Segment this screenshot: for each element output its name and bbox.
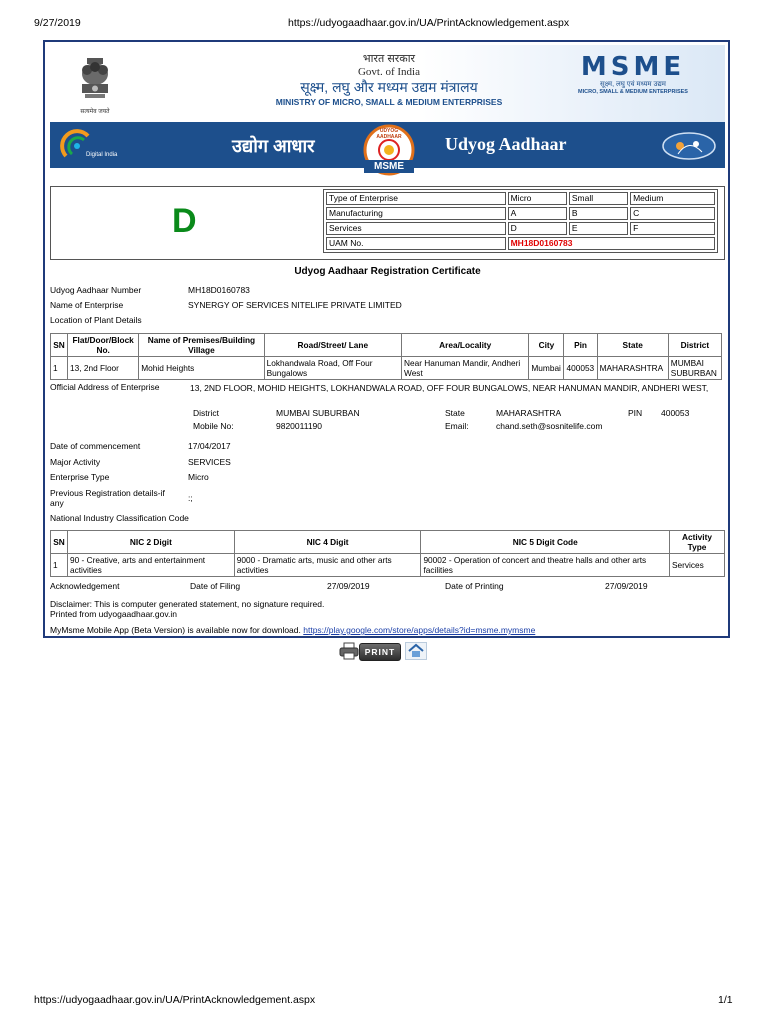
plant-cell: Near Hanuman Mandir, Andheri West	[402, 357, 529, 380]
nic-header: NIC 2 Digit	[67, 531, 234, 554]
email-label: Email:	[445, 421, 469, 431]
printing-date-label: Date of Printing	[445, 581, 504, 591]
enterprise-name-label: Name of Enterprise	[50, 300, 124, 310]
page-count: 1/1	[718, 994, 733, 1006]
nic-header: Activity Type	[670, 531, 725, 554]
nic-header: NIC 4 Digit	[234, 531, 421, 554]
hindi-govt: भारत सरकार	[362, 53, 416, 65]
plant-cell: 1	[51, 357, 68, 380]
official-address-label: Official Address of Enterprise	[50, 382, 160, 392]
major-activity-label: Major Activity	[50, 457, 101, 467]
filing-date-value: 27/09/2019	[327, 581, 370, 591]
type-cell: C	[630, 207, 715, 220]
udyog-aadhaar-badge	[354, 124, 424, 176]
type-header-label: Type of Enterprise	[326, 192, 506, 205]
type-cell: E	[569, 222, 628, 235]
enterprise-type-table	[323, 189, 718, 253]
nic-cell: 90002 - Operation of concert and theatre halls and other arts facilities	[421, 554, 670, 577]
ministry-name: MINISTRY OF MICRO, SMALL & MEDIUM ENTERPRISES	[275, 97, 503, 107]
plant-header: State	[597, 334, 668, 357]
certificate-title: Udyog Aadhaar Registration Certificate	[294, 266, 481, 277]
badge-top-text: UDYOG AADHAAR	[376, 128, 402, 140]
plant-details-table	[50, 333, 722, 380]
app-download-link[interactable]: https://play.google.com/store/apps/details?id=msme.mymsme	[303, 625, 536, 635]
printer-icon[interactable]	[339, 642, 359, 660]
type-header-small: Small	[569, 192, 628, 205]
plant-header: Area/Locality	[402, 334, 529, 357]
app-download-line	[50, 625, 535, 635]
plant-cell: Mumbai	[529, 357, 564, 380]
nic-header: SN	[51, 531, 68, 554]
district-value: MUMBAI SUBURBAN	[276, 408, 360, 418]
type-header-medium: Medium	[630, 192, 715, 205]
msme-logo-text: MSME	[580, 52, 686, 82]
printing-date-value: 27/09/2019	[605, 581, 648, 591]
app-download-text: MyMsme Mobile App (Beta Version) is available now for download.	[50, 625, 301, 635]
type-cell: B	[569, 207, 628, 220]
state-value: MAHARASHTRA	[496, 408, 562, 418]
print-url-top: https://udyogaadhaar.gov.in/UA/PrintAcknowledgement.aspx	[288, 17, 570, 29]
nic-table	[50, 530, 725, 577]
type-row-label: Services	[326, 222, 506, 235]
type-header-micro: Micro	[508, 192, 567, 205]
plant-header: SN	[51, 334, 68, 357]
print-url-bottom: https://udyogaadhaar.gov.in/UA/PrintAcknowledgement.aspx	[34, 994, 316, 1006]
enterprise-name-value: SYNERGY OF SERVICES NITELIFE PRIVATE LIMITED	[188, 300, 402, 310]
msme-subtitle: MICRO, SMALL & MEDIUM ENTERPRISES	[578, 89, 688, 95]
emblem-caption: सत्यमेव जयते	[80, 109, 110, 115]
uam-label: UAM No.	[326, 237, 506, 250]
print-button[interactable]: PRINT	[359, 643, 401, 661]
type-row-label: Manufacturing	[326, 207, 506, 220]
udyog-aadhaar-english: Udyog Aadhaar	[445, 134, 567, 154]
plant-cell: Mohid Heights	[139, 357, 264, 380]
nic-cell: Services	[670, 554, 725, 577]
category-letter: D	[172, 202, 197, 240]
plant-cell: 13, 2nd Floor	[68, 357, 139, 380]
nic-label: National Industry Classification Code	[50, 513, 189, 523]
commencement-value: 17/04/2017	[188, 441, 231, 451]
pin-label: PIN	[628, 408, 643, 418]
table-row	[51, 554, 725, 577]
plant-cell: MUMBAI SUBURBAN	[668, 357, 721, 380]
plant-cell: Lokhandwala Road, Off Four Bungalows	[264, 357, 401, 380]
hindi-ministry: सूक्ष्म, लघु और मध्यम उद्यम मंत्रालय	[300, 79, 478, 95]
national-emblem-icon	[75, 54, 115, 116]
ua-number-value: MH18D0160783	[188, 285, 250, 295]
print-date: 9/27/2019	[34, 17, 81, 29]
enterprise-type-value: Micro	[188, 472, 209, 482]
official-address-value: 13, 2ND FLOOR, MOHID HEIGHTS, LOKHANDWALA ROAD, OFF FOUR BUNGALOWS, NEAR HANUMAN MANDIR, ANDHERI WEST,	[190, 383, 709, 393]
plant-header: Pin	[564, 334, 597, 357]
mobile-label: Mobile No:	[193, 421, 234, 431]
disclaimer-text: Disclaimer: This is computer generated statement, no signature required.	[50, 599, 325, 609]
msme-logo	[570, 54, 696, 95]
filing-date-label: Date of Filing	[190, 581, 241, 591]
plant-location-label: Location of Plant Details	[50, 315, 142, 325]
msme-hindi: सूक्ष्म, लघु एवं मध्यम उद्यम	[600, 81, 666, 88]
type-cell: F	[630, 222, 715, 235]
plant-header: City	[529, 334, 564, 357]
plant-header: Name of Premises/Building Village	[139, 334, 264, 357]
pin-value: 400053	[661, 408, 690, 418]
plant-header: Flat/Door/Block No.	[68, 334, 139, 357]
badge-msme-text: MSME	[374, 161, 404, 172]
mobile-value: 9820011190	[276, 421, 323, 431]
commencement-label: Date of commencement	[50, 441, 141, 451]
nic-cell: 1	[51, 554, 68, 577]
plant-header: District	[668, 334, 721, 357]
nic-cell: 90 - Creative, arts and entertainment activities	[67, 554, 234, 577]
plant-cell: MAHARASHTRA	[597, 357, 668, 380]
plant-header: Road/Street/ Lane	[264, 334, 401, 357]
udyog-aadhaar-hindi: उद्योग आधार	[232, 136, 315, 156]
major-activity-value: SERVICES	[188, 457, 231, 467]
email-value: chand.seth@sosnitelife.com	[496, 421, 603, 431]
enterprise-type-label: Enterprise Type	[50, 472, 110, 482]
uam-value: MH18D0160783	[508, 237, 715, 250]
prev-registration-value: :;	[188, 493, 193, 503]
ack-label: Acknowledgement	[50, 581, 120, 591]
table-row	[51, 357, 722, 380]
digital-india-label: Digital India	[86, 152, 118, 158]
ua-number-label: Udyog Aadhaar Number	[50, 285, 142, 295]
nic-cell: 9000 - Dramatic arts, music and other arts activities	[234, 554, 421, 577]
plant-cell: 400053	[564, 357, 597, 380]
district-label: District	[193, 408, 219, 418]
type-cell: A	[508, 207, 567, 220]
type-cell: D	[508, 222, 567, 235]
state-label: State	[445, 408, 465, 418]
home-icon[interactable]	[405, 642, 427, 660]
nic-header: NIC 5 Digit Code	[421, 531, 670, 554]
prev-registration-label: Previous Registration details-if any	[50, 488, 165, 508]
govt-india: Govt. of India	[357, 66, 420, 78]
government-seal-icon	[658, 130, 720, 162]
printed-from-text: Printed from udyogaadhaar.gov.in	[50, 609, 177, 619]
